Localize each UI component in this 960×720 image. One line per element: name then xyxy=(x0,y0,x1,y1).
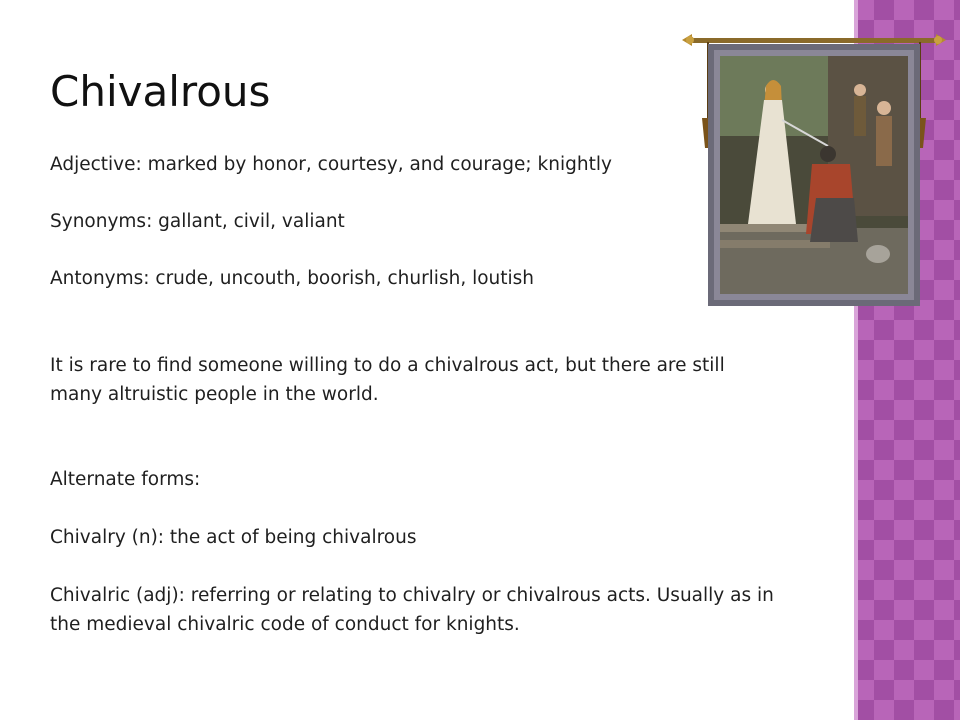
alternate-form-item: Chivalry (n): the act of being chivalrous xyxy=(50,527,417,548)
definition-text: Adjective: marked by honor, courtesy, and courage; knightly xyxy=(50,154,612,175)
knight-figure xyxy=(820,146,836,162)
antonyms-text: Antonyms: crude, uncouth, boorish, churlish, loutish xyxy=(50,268,535,289)
example-sentence: It is rare to find someone willing to do a chivalrous act, but there are still many altruistic people in the world. xyxy=(50,355,725,405)
alternate-form-item: Chivalric (adj): referring or relating to chivalry or chivalrous acts. Usually as in the medieval chivalric code of conduct for knights. xyxy=(50,585,774,635)
slide-title: Chivalrous xyxy=(50,67,271,116)
tapestry-rod xyxy=(688,38,940,43)
alternate-forms-heading: Alternate forms: xyxy=(50,469,201,490)
synonyms-text: Synonyms: gallant, civil, valiant xyxy=(50,211,345,232)
tapestry-knight-image xyxy=(678,28,950,312)
